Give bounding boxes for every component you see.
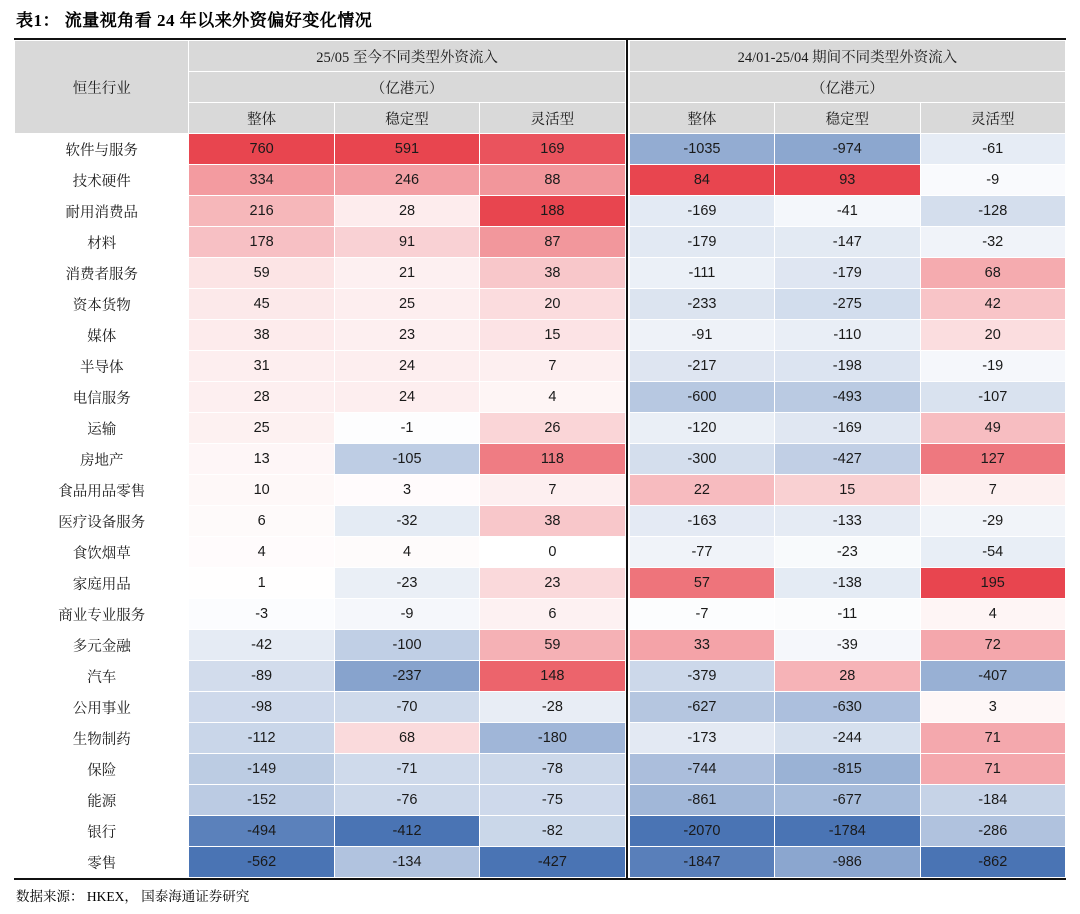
table-row (15, 351, 1066, 382)
row-label-15: 商业专业服务 (15, 599, 189, 630)
row-label-1: 技术硬件 (15, 165, 189, 196)
table-row (15, 382, 1066, 413)
cell-left-flexible-15: 6 (480, 599, 625, 630)
header-group-left: 25/05 至今不同类型外资流入 (189, 41, 625, 72)
table-row (15, 227, 1066, 258)
cell-right-flexible-11: 7 (920, 475, 1066, 506)
cell-right-stable-4: -179 (775, 258, 920, 289)
cell-left-stable-21: -76 (334, 785, 479, 816)
table-row (15, 289, 1066, 320)
cell-left-stable-0: 591 (334, 134, 479, 165)
cell-left-flexible-10: 118 (480, 444, 625, 475)
row-label-14: 家庭用品 (15, 568, 189, 599)
cell-right-stable-1: 93 (775, 165, 920, 196)
cell-left-flexible-0: 169 (480, 134, 625, 165)
row-label-8: 电信服务 (15, 382, 189, 413)
row-label-0: 软件与服务 (15, 134, 189, 165)
cell-left-overall-8: 28 (189, 382, 334, 413)
cell-right-overall-16: 33 (629, 630, 774, 661)
cell-right-overall-3: -179 (629, 227, 774, 258)
cell-right-stable-12: -133 (775, 506, 920, 537)
cell-left-overall-22: -494 (189, 816, 334, 847)
cell-right-flexible-22: -286 (920, 816, 1066, 847)
cell-right-overall-7: -217 (629, 351, 774, 382)
cell-left-stable-15: -9 (334, 599, 479, 630)
cell-right-overall-22: -2070 (629, 816, 774, 847)
cell-right-flexible-12: -29 (920, 506, 1066, 537)
cell-left-stable-14: -23 (334, 568, 479, 599)
table-row (15, 475, 1066, 506)
cell-left-stable-19: 68 (334, 723, 479, 754)
cell-right-stable-7: -198 (775, 351, 920, 382)
cell-right-flexible-9: 49 (920, 413, 1066, 444)
cell-right-flexible-3: -32 (920, 227, 1066, 258)
cell-right-overall-1: 84 (629, 165, 774, 196)
row-label-23: 零售 (15, 847, 189, 878)
cell-right-stable-14: -138 (775, 568, 920, 599)
cell-right-stable-2: -41 (775, 196, 920, 227)
cell-left-stable-2: 28 (334, 196, 479, 227)
cell-left-flexible-7: 7 (480, 351, 625, 382)
cell-right-overall-4: -111 (629, 258, 774, 289)
cell-left-overall-4: 59 (189, 258, 334, 289)
cell-right-overall-23: -1847 (629, 847, 774, 878)
cell-right-flexible-1: -9 (920, 165, 1066, 196)
cell-right-flexible-8: -107 (920, 382, 1066, 413)
table-row (15, 506, 1066, 537)
cell-left-overall-6: 38 (189, 320, 334, 351)
table-row (15, 320, 1066, 351)
cell-left-stable-12: -32 (334, 506, 479, 537)
cell-left-overall-3: 178 (189, 227, 334, 258)
cell-right-flexible-10: 127 (920, 444, 1066, 475)
cell-left-stable-23: -134 (334, 847, 479, 878)
cell-right-stable-0: -974 (775, 134, 920, 165)
header-group-right: 24/01-25/04 期间不同类型外资流入 (629, 41, 1065, 72)
cell-left-overall-17: -89 (189, 661, 334, 692)
cell-left-flexible-23: -427 (480, 847, 625, 878)
table-header (15, 41, 1066, 134)
cell-left-flexible-21: -75 (480, 785, 625, 816)
table-row (15, 754, 1066, 785)
cell-left-flexible-13: 0 (480, 537, 625, 568)
table-body (15, 134, 1066, 878)
row-label-7: 半导体 (15, 351, 189, 382)
cell-left-stable-16: -100 (334, 630, 479, 661)
header-col-right-flexible: 灵活型 (920, 103, 1066, 134)
cell-right-flexible-4: 68 (920, 258, 1066, 289)
row-label-22: 银行 (15, 816, 189, 847)
header-col-left-stable: 稳定型 (334, 103, 479, 134)
vertical-divider (626, 40, 628, 878)
table-caption: 表1： 流量视角看 24 年以来外资偏好变化情况 (16, 11, 373, 30)
cell-left-overall-20: -149 (189, 754, 334, 785)
cell-left-overall-12: 6 (189, 506, 334, 537)
row-label-3: 材料 (15, 227, 189, 258)
cell-right-overall-13: -77 (629, 537, 774, 568)
header-col-right-stable: 稳定型 (775, 103, 920, 134)
table-row (15, 599, 1066, 630)
table-row (15, 816, 1066, 847)
cell-left-stable-11: 3 (334, 475, 479, 506)
header-col-right-overall: 整体 (629, 103, 774, 134)
cell-right-flexible-14: 195 (920, 568, 1066, 599)
cell-left-overall-2: 216 (189, 196, 334, 227)
table-row (15, 723, 1066, 754)
cell-right-overall-0: -1035 (629, 134, 774, 165)
cell-right-stable-22: -1784 (775, 816, 920, 847)
cell-left-flexible-3: 87 (480, 227, 625, 258)
cell-left-flexible-20: -78 (480, 754, 625, 785)
cell-right-stable-16: -39 (775, 630, 920, 661)
cell-left-stable-1: 246 (334, 165, 479, 196)
row-label-9: 运输 (15, 413, 189, 444)
table-row (15, 258, 1066, 289)
table-row (15, 196, 1066, 227)
row-label-13: 食饮烟草 (15, 537, 189, 568)
cell-left-overall-13: 4 (189, 537, 334, 568)
cell-right-flexible-5: 42 (920, 289, 1066, 320)
cell-left-overall-19: -112 (189, 723, 334, 754)
row-label-11: 食品用品零售 (15, 475, 189, 506)
cell-left-overall-15: -3 (189, 599, 334, 630)
cell-right-flexible-0: -61 (920, 134, 1066, 165)
cell-right-stable-15: -11 (775, 599, 920, 630)
cell-left-overall-18: -98 (189, 692, 334, 723)
cell-left-flexible-5: 20 (480, 289, 625, 320)
table-row (15, 444, 1066, 475)
cell-left-overall-16: -42 (189, 630, 334, 661)
row-label-16: 多元金融 (15, 630, 189, 661)
cell-right-stable-8: -493 (775, 382, 920, 413)
cell-right-flexible-21: -184 (920, 785, 1066, 816)
table-row (15, 568, 1066, 599)
cell-right-flexible-18: 3 (920, 692, 1066, 723)
cell-left-stable-10: -105 (334, 444, 479, 475)
cell-right-stable-18: -630 (775, 692, 920, 723)
cell-right-flexible-23: -862 (920, 847, 1066, 878)
row-label-19: 生物制药 (15, 723, 189, 754)
cell-left-flexible-22: -82 (480, 816, 625, 847)
cell-right-flexible-19: 71 (920, 723, 1066, 754)
header-unit-right: （亿港元） (629, 72, 1065, 103)
cell-left-stable-22: -412 (334, 816, 479, 847)
cell-left-flexible-19: -180 (480, 723, 625, 754)
cell-right-overall-21: -861 (629, 785, 774, 816)
cell-left-stable-20: -71 (334, 754, 479, 785)
cell-left-overall-21: -152 (189, 785, 334, 816)
cell-right-overall-2: -169 (629, 196, 774, 227)
cell-right-flexible-16: 72 (920, 630, 1066, 661)
header-unit-left: （亿港元） (189, 72, 625, 103)
cell-right-stable-5: -275 (775, 289, 920, 320)
cell-left-stable-13: 4 (334, 537, 479, 568)
header-col-left-overall: 整体 (189, 103, 334, 134)
table-row (15, 134, 1066, 165)
cell-left-flexible-12: 38 (480, 506, 625, 537)
cell-left-overall-1: 334 (189, 165, 334, 196)
cell-right-overall-12: -163 (629, 506, 774, 537)
cell-right-flexible-2: -128 (920, 196, 1066, 227)
header-row-label: 恒生行业 (15, 41, 189, 134)
cell-right-overall-18: -627 (629, 692, 774, 723)
cell-right-overall-9: -120 (629, 413, 774, 444)
cell-left-stable-7: 24 (334, 351, 479, 382)
cell-right-stable-3: -147 (775, 227, 920, 258)
cell-left-flexible-1: 88 (480, 165, 625, 196)
cell-right-stable-6: -110 (775, 320, 920, 351)
cell-left-flexible-8: 4 (480, 382, 625, 413)
header-col-left-flexible: 灵活型 (480, 103, 625, 134)
cell-left-flexible-14: 23 (480, 568, 625, 599)
cell-left-flexible-9: 26 (480, 413, 625, 444)
cell-left-flexible-4: 38 (480, 258, 625, 289)
row-label-17: 汽车 (15, 661, 189, 692)
table-row (15, 413, 1066, 444)
cell-right-overall-14: 57 (629, 568, 774, 599)
cell-left-stable-18: -70 (334, 692, 479, 723)
row-label-12: 医疗设备服务 (15, 506, 189, 537)
cell-left-overall-5: 45 (189, 289, 334, 320)
cell-right-stable-19: -244 (775, 723, 920, 754)
cell-left-stable-9: -1 (334, 413, 479, 444)
cell-right-flexible-17: -407 (920, 661, 1066, 692)
cell-left-stable-4: 21 (334, 258, 479, 289)
table-row (15, 537, 1066, 568)
cell-right-overall-15: -7 (629, 599, 774, 630)
cell-left-flexible-16: 59 (480, 630, 625, 661)
cell-left-stable-17: -237 (334, 661, 479, 692)
cell-right-overall-5: -233 (629, 289, 774, 320)
cell-right-flexible-15: 4 (920, 599, 1066, 630)
row-label-2: 耐用消费品 (15, 196, 189, 227)
cell-left-flexible-6: 15 (480, 320, 625, 351)
cell-right-stable-13: -23 (775, 537, 920, 568)
foreign-capital-flow-table (14, 40, 1066, 878)
source-note: 数据来源： HKEX， 国泰海通证券研究 (16, 889, 250, 904)
cell-left-stable-3: 91 (334, 227, 479, 258)
row-label-4: 消费者服务 (15, 258, 189, 289)
table-row (15, 630, 1066, 661)
table-row (15, 165, 1066, 196)
cell-left-overall-11: 10 (189, 475, 334, 506)
cell-right-stable-11: 15 (775, 475, 920, 506)
cell-right-flexible-13: -54 (920, 537, 1066, 568)
table-row (15, 692, 1066, 723)
cell-left-overall-23: -562 (189, 847, 334, 878)
cell-right-overall-11: 22 (629, 475, 774, 506)
cell-right-flexible-7: -19 (920, 351, 1066, 382)
row-label-20: 保险 (15, 754, 189, 785)
row-label-18: 公用事业 (15, 692, 189, 723)
table-row (15, 785, 1066, 816)
cell-left-stable-8: 24 (334, 382, 479, 413)
cell-right-overall-17: -379 (629, 661, 774, 692)
cell-right-stable-23: -986 (775, 847, 920, 878)
cell-right-overall-8: -600 (629, 382, 774, 413)
cell-left-stable-5: 25 (334, 289, 479, 320)
cell-right-flexible-20: 71 (920, 754, 1066, 785)
cell-right-overall-10: -300 (629, 444, 774, 475)
cell-left-flexible-11: 7 (480, 475, 625, 506)
cell-left-overall-10: 13 (189, 444, 334, 475)
cell-right-overall-20: -744 (629, 754, 774, 785)
cell-left-overall-0: 760 (189, 134, 334, 165)
row-label-21: 能源 (15, 785, 189, 816)
cell-left-overall-7: 31 (189, 351, 334, 382)
cell-left-stable-6: 23 (334, 320, 479, 351)
cell-right-stable-9: -169 (775, 413, 920, 444)
row-label-5: 资本货物 (15, 289, 189, 320)
table-row (15, 661, 1066, 692)
table-row (15, 847, 1066, 878)
cell-right-stable-10: -427 (775, 444, 920, 475)
cell-left-flexible-2: 188 (480, 196, 625, 227)
cell-left-overall-14: 1 (189, 568, 334, 599)
cell-left-flexible-17: 148 (480, 661, 625, 692)
cell-left-flexible-18: -28 (480, 692, 625, 723)
cell-right-stable-17: 28 (775, 661, 920, 692)
cell-right-stable-20: -815 (775, 754, 920, 785)
row-label-6: 媒体 (15, 320, 189, 351)
cell-left-overall-9: 25 (189, 413, 334, 444)
cell-right-flexible-6: 20 (920, 320, 1066, 351)
cell-right-overall-19: -173 (629, 723, 774, 754)
row-label-10: 房地产 (15, 444, 189, 475)
cell-right-overall-6: -91 (629, 320, 774, 351)
cell-right-stable-21: -677 (775, 785, 920, 816)
